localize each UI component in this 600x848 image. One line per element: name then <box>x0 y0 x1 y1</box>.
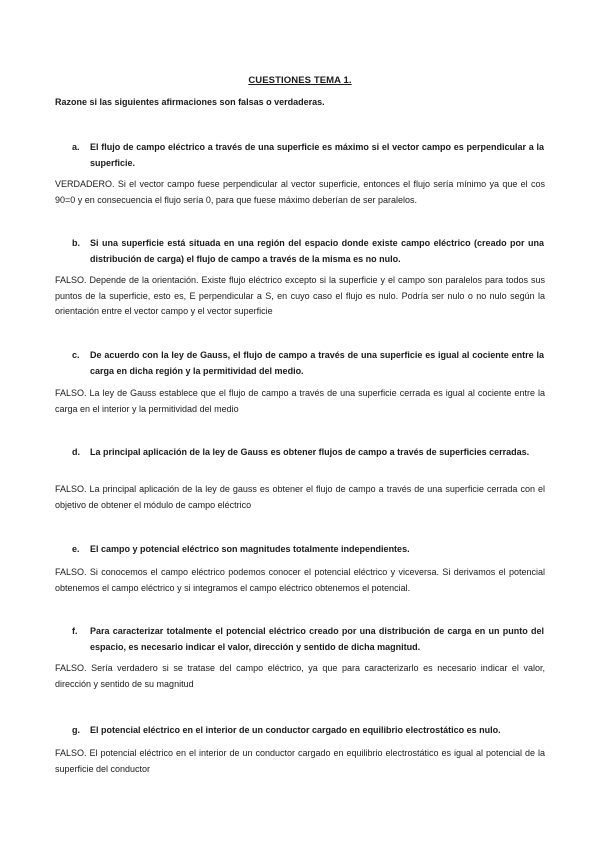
question-text: Para caracterizar totalmente el potencial eléctrico creado por una distribución de carga en un punto del espacio, es necesario indicar el valor, dirección y sentido de dicha magnitud. <box>90 626 544 652</box>
answer-d: FALSO. La principal aplicación de la ley de gauss es obtener el flujo de campo a través de una superficie cerrada con el objetivo de obtener el módulo de campo eléctrico <box>55 484 545 510</box>
answer-g: FALSO. El potencial eléctrico en el interior de un conductor cargado en equilibrio electrostático es igual al potencial de la superficie del conductor <box>55 748 545 774</box>
question-text: Si una superficie está situada en una región del espacio donde existe campo eléctrico (creado por una distribución de carga) el flujo de campo a través de la misma es no nulo. <box>90 238 544 264</box>
question-letter: g. <box>72 725 80 735</box>
question-letter: f. <box>72 626 78 636</box>
answer-b: FALSO. Depende de la orientación. Existe flujo eléctrico excepto si la superficie y el campo son paralelos para todos sus puntos de la superficie, esto es, E perpendicular a S, en cuyo caso el flujo es nulo. Podría ser nulo o no nulo según la orientación entre el vector campo y el vector superficie <box>55 275 545 316</box>
question-letter: c. <box>72 350 80 360</box>
question-c <box>72 347 544 379</box>
question-letter: d. <box>72 447 80 457</box>
question-f <box>72 623 544 655</box>
document-title: CUESTIONES TEMA 1. <box>248 75 352 86</box>
question-e <box>72 541 544 557</box>
question-text: La principal aplicación de la ley de Gauss es obtener flujos de campo a través de superficies cerradas. <box>90 447 530 457</box>
question-letter: e. <box>72 544 80 554</box>
question-text: De acuerdo con la ley de Gauss, el flujo de campo a través de una superficie es igual al cociente entre la carga en dicha región y la permitividad del medio. <box>90 350 544 376</box>
answer-f: FALSO. Sería verdadero si se tratase del campo eléctrico, ya que para caracterizarlo es necesario indicar el valor, dirección y sentido de su magnitud <box>55 663 545 689</box>
answer-c: FALSO. La ley de Gauss establece que el flujo de campo a través de una superficie cerrada es igual al cociente entre la carga en el interior y la permitividad del medio <box>55 388 545 414</box>
question-letter: a. <box>72 142 80 152</box>
question-d <box>72 444 544 460</box>
answer-a: VERDADERO. Si el vector campo fuese perpendicular al vector superficie, entonces el flujo sería mínimo ya que el cos 90=0 y en consecuencia el flujo sería 0, para que fuese máximo deberían de ser paralelos. <box>55 179 545 205</box>
question-letter: b. <box>72 238 80 248</box>
question-text: El campo y potencial eléctrico son magnitudes totalmente independientes. <box>90 544 410 554</box>
question-text: El potencial eléctrico en el interior de un conductor cargado en equilibrio electrostático es nulo. <box>90 725 501 735</box>
question-b <box>72 235 544 267</box>
document-intro: Razone si las siguientes afirmaciones son falsas o verdaderas. <box>55 97 325 107</box>
question-text: El flujo de campo eléctrico a través de una superficie es máximo si el vector campo es perpendicular a la superficie. <box>90 142 544 168</box>
question-a <box>72 139 544 171</box>
answer-e: FALSO. Si conocemos el campo eléctrico podemos conocer el potencial eléctrico y viceversa. Si derivamos el potencial obtenemos el campo eléctrico y si integramos el campo eléctrico obtenemos el potencial. <box>55 567 545 593</box>
question-g <box>72 722 544 738</box>
